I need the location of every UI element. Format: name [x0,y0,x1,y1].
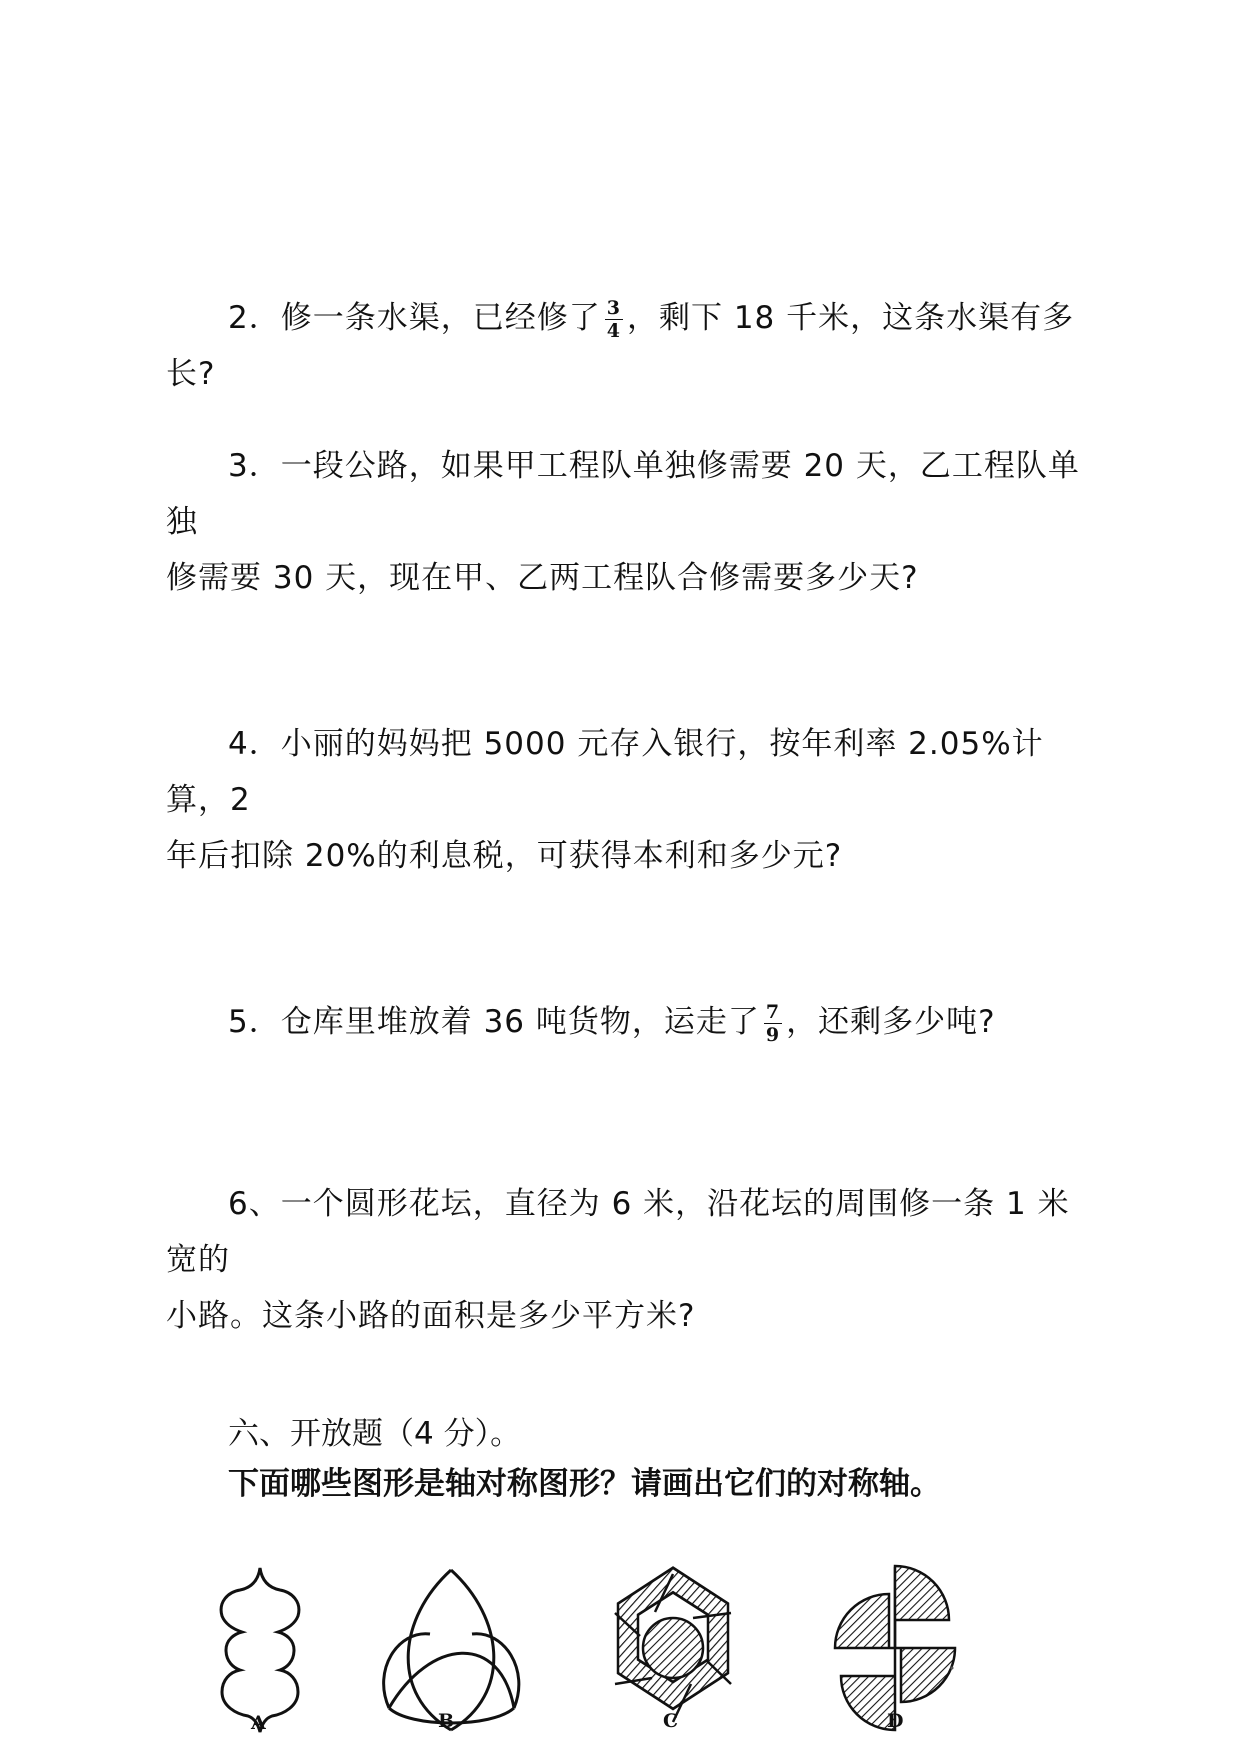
question-5-text-after: ，还剩多少吨? [786,1004,996,1040]
figure-label-a: A [251,1712,266,1734]
question-3-line-1: 3．一段公路，如果甲工程队单独修需要 20 天，乙工程队单独 [166,448,1080,540]
stray-dot [951,1667,954,1670]
figure-label-d: D [887,1710,904,1732]
triquetra-shape-icon [384,1570,519,1730]
fraction-denominator: 4 [606,320,621,342]
section-6-title: 六、开放题（4 分）。 [228,1416,522,1452]
fraction-denominator: 9 [765,1024,781,1046]
question-2-text-after: ，剩下 18 千米，这条水渠有多长? [166,300,1075,392]
figure-label-c: C [663,1710,679,1732]
question-5 [166,994,1096,1050]
question-3 [166,438,1096,606]
question-6-line-2: 小路。这条小路的面积是多少平方米? [166,1298,696,1334]
figures-row [0,1560,1240,1754]
pinwheel-quarter-circles-shape-icon [835,1566,955,1730]
figures-svg [0,1560,1240,1754]
section-6-prompt: 下面哪些图形是轴对称图形？请画出它们的对称轴。 [228,1466,941,1502]
hatched-hexagon-circle-shape-icon [615,1568,731,1722]
fraction-seven-ninths [764,1002,782,1045]
question-6 [166,1176,1096,1344]
fraction-numerator: 7 [765,1001,781,1023]
question-6-line-1: 6、一个圆形花坛，直径为 6 米，沿花坛的周围修一条 1 米宽的 [166,1186,1070,1278]
figure-label-b: B [438,1710,455,1732]
question-4-line-1: 4．小丽的妈妈把 5000 元存入银行，按年利率 2.05%计算，2 [166,726,1044,818]
scalloped-vase-shape-icon [221,1568,299,1732]
question-3-line-2: 修需要 30 天，现在甲、乙两工程队合修需要多少天? [166,560,919,596]
fraction-numerator: 3 [606,297,621,319]
question-5-text-before: 5．仓库里堆放着 36 吨货物，运走了 [228,1004,760,1040]
fraction-three-quarters [605,298,623,341]
question-2-text-before: 2．修一条水渠，已经修了 [228,300,601,336]
question-2 [166,290,1096,402]
question-4-line-2: 年后扣除 20%的利息税，可获得本利和多少元? [166,838,843,874]
question-4 [166,716,1096,884]
